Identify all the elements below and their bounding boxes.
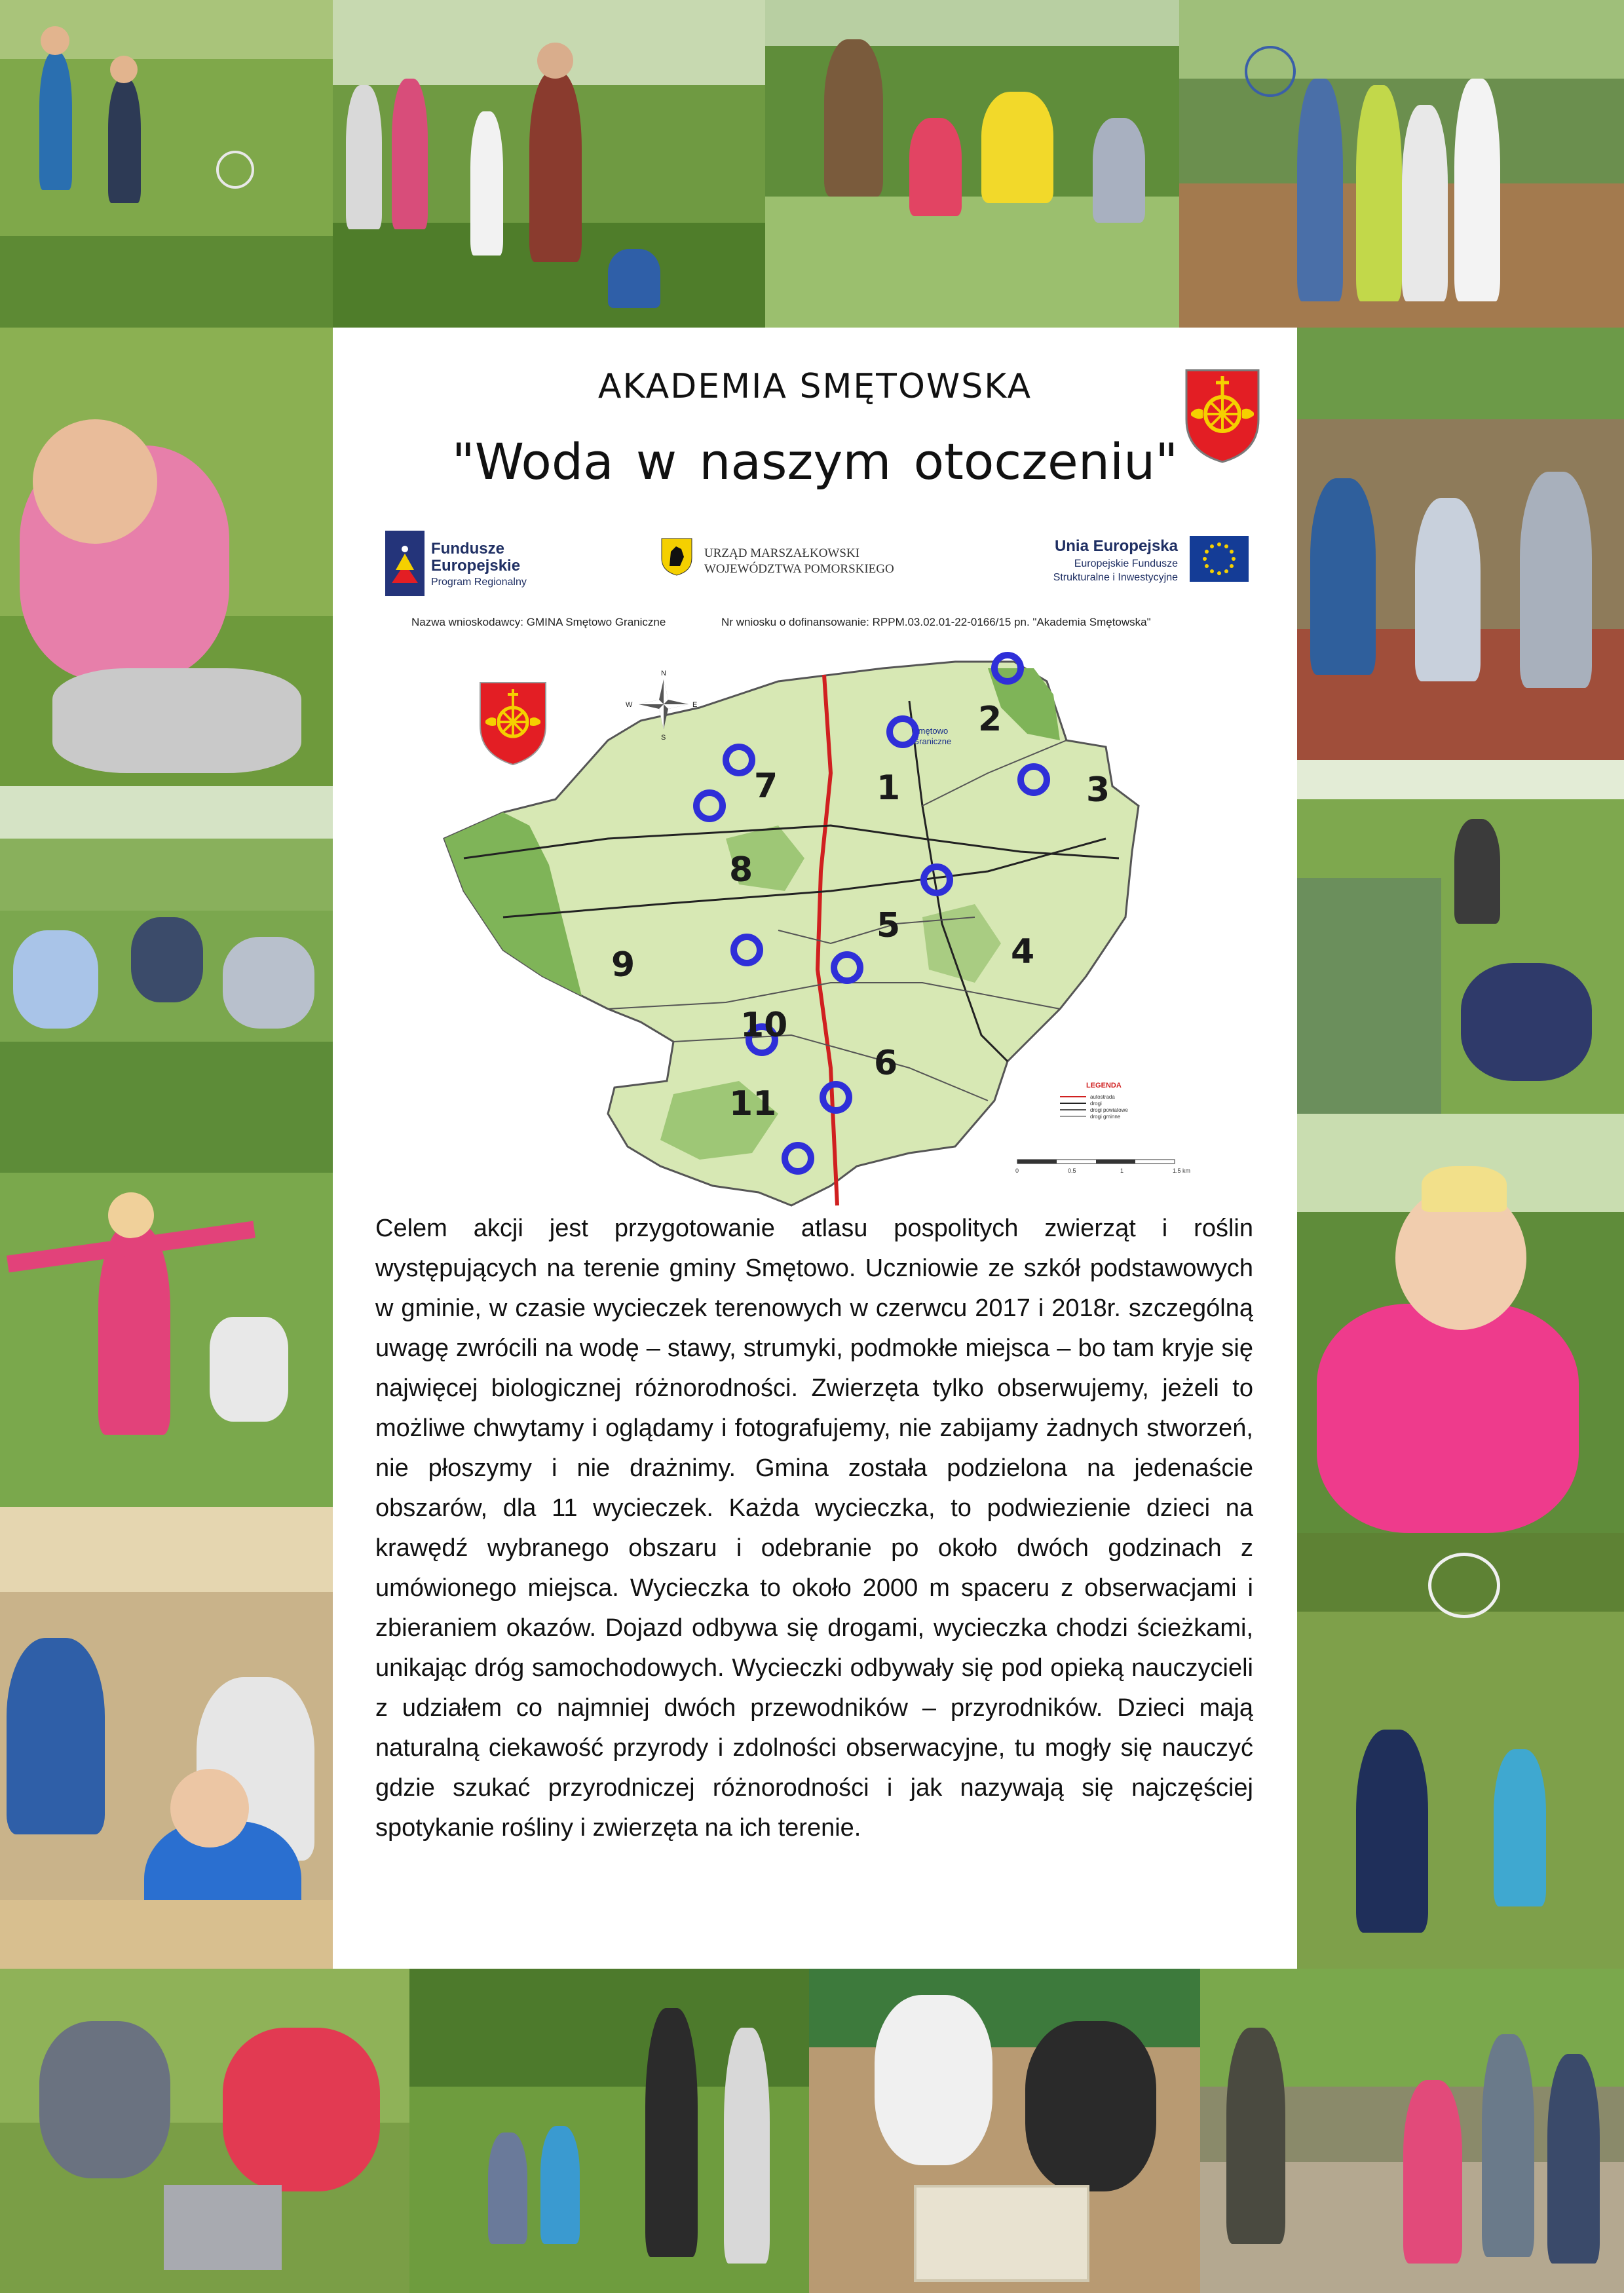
fe-line2: Europejskie [431,557,521,575]
area-number-11: 11 [729,1084,777,1124]
photo-girl-looking-at-hands [0,328,333,786]
ue-line3: Strukturalne i Inwestycyjne [1053,572,1178,583]
map-legend [1060,1082,1128,1120]
compass-e: E [692,701,698,709]
photo-guide-with-children [333,0,765,328]
compass-w: W [626,701,633,709]
photo-group-at-garden [1297,328,1624,760]
photo-children-with-net-meadow [0,0,333,328]
photo-classroom-children [0,1507,333,1969]
coat-of-arms-icon [1183,367,1262,465]
scale-bar [1015,1160,1190,1174]
photo-children-at-lake-shore [1200,1969,1624,2293]
legend-item-label: drogi [1090,1101,1102,1107]
funding-logos [385,531,1250,596]
photo-examining-samples-tray [809,1969,1200,2293]
application-number: Nr wniosku o dofinansowanie: RPPM.03.02.01-22-0166/15 pn. "Akademia Smętowska" [721,616,1151,628]
ue-line2: Europejskie Fundusze [1074,558,1178,569]
town-label-line1: Smętowo [913,726,949,736]
area-number-3: 3 [1086,770,1110,810]
scale-label: 1.5 km [1173,1167,1191,1174]
photo-children-with-case [0,1969,409,2293]
ue-line1: Unia Europejska [1054,537,1178,555]
area-number-6: 6 [874,1044,898,1083]
legend-item-label: autostrada [1090,1094,1115,1100]
photo-children-on-bridge [1179,0,1624,328]
legend-title: LEGENDA [1086,1082,1122,1090]
legend-item-label: drogi powiatowe [1090,1107,1128,1113]
scale-label: 1 [1120,1167,1124,1174]
urzad-line2: WOJEWÓDZTWA POMORSKIEGO [704,562,894,576]
scale-label: 0.5 [1068,1167,1076,1174]
scale-label: 0 [1015,1167,1019,1174]
area-number-4: 4 [1011,932,1035,972]
info-panel [333,328,1297,1969]
map-coat-of-arms-icon [480,683,546,765]
photo-girl-arms-outstretched [0,1042,333,1507]
applicant-name: Nazwa wnioskodawcy: GMINA Smętowo Graniczne [411,616,666,628]
compass-s: S [661,734,666,742]
page-subtitle: "Woda w naszym otoczeniu" [451,432,1179,491]
photo-children-at-pond [1297,760,1624,1114]
pomorskie-griffin-icon [660,537,693,577]
photo-children-in-plants [765,0,1179,328]
fe-line1: Fundusze [431,540,504,558]
page-title: AKADEMIA SMĘTOWSKA [597,367,1032,406]
legend-item-label: drogi gminne [1090,1114,1121,1120]
description-text: Celem akcji jest przygotowanie atlasu pospolitych zwierząt i roślin występujących na terenie gminy Smętowo. Uczniowie ze szkół podstawowych w gminie, w czasie wycieczek terenowych w czerwcu 2017 i 2018r. szczególną uwagę zwrócili na wodę – stawy, strumyki, podmokłe miejsca – bo tam kryje się najwięcej biologicznej różnorodności. Zwierzęta tylko obserwujemy, jeżeli to możliwe chwytamy i oglądamy i fotografujemy, nie zabijamy żadnych stworzeń, nie płoszymy i nie drażnimy. Gmina została podzielona na jedenaście obszarów, dla 11 wycieczek. Każda wycieczka, to podwiezienie dzieci na krawędź wybranego obszaru i odebranie po około dwóch godzinach z umówionego miejsca. Wycieczka to około 2000 m spaceru z obserwacjami i zbieraniem okazów. Dojazd odbywa się drogami, wycieczka chodzi ścieżkami, unikając dróg samochodowych. Wycieczki odbywały się pod opieką nauczycieli z udziałem co najmniej dwóch przewodników – przyrodników. Dzieci mają naturalną ciekawość przyrody i zdolności obserwacyjne, tu mogły się nauczyć gdzie szukać przyrodniczej różnorodności i jak nazywają się najczęściej spotykanie rośliny i zwierzęta na ich terenie. [375,1215,1253,1842]
urzad-line1: URZĄD MARSZAŁKOWSKI [704,546,859,560]
town-label-line2: Graniczne [913,736,952,746]
photo-girl-pink-jacket-holding-shell [1297,1114,1624,1533]
area-number-5: 5 [877,906,901,945]
fe-line3: Program Regionalny [431,577,527,588]
photo-children-walking-meadow [409,1969,809,2293]
applicant-info [411,616,1237,629]
eu-flag-icon [1190,536,1249,582]
area-number-9: 9 [611,945,635,985]
photo-children-kneeling-field [0,786,333,1042]
area-number-7: 7 [754,767,778,806]
area-number-2: 2 [978,700,1002,739]
area-number-8: 8 [729,850,753,890]
compass-n: N [661,670,666,677]
photo-boys-with-net [1297,1533,1624,1969]
area-number-1: 1 [877,768,901,808]
area-number-10: 10 [740,1006,788,1045]
fe-logo-icon [385,531,425,596]
